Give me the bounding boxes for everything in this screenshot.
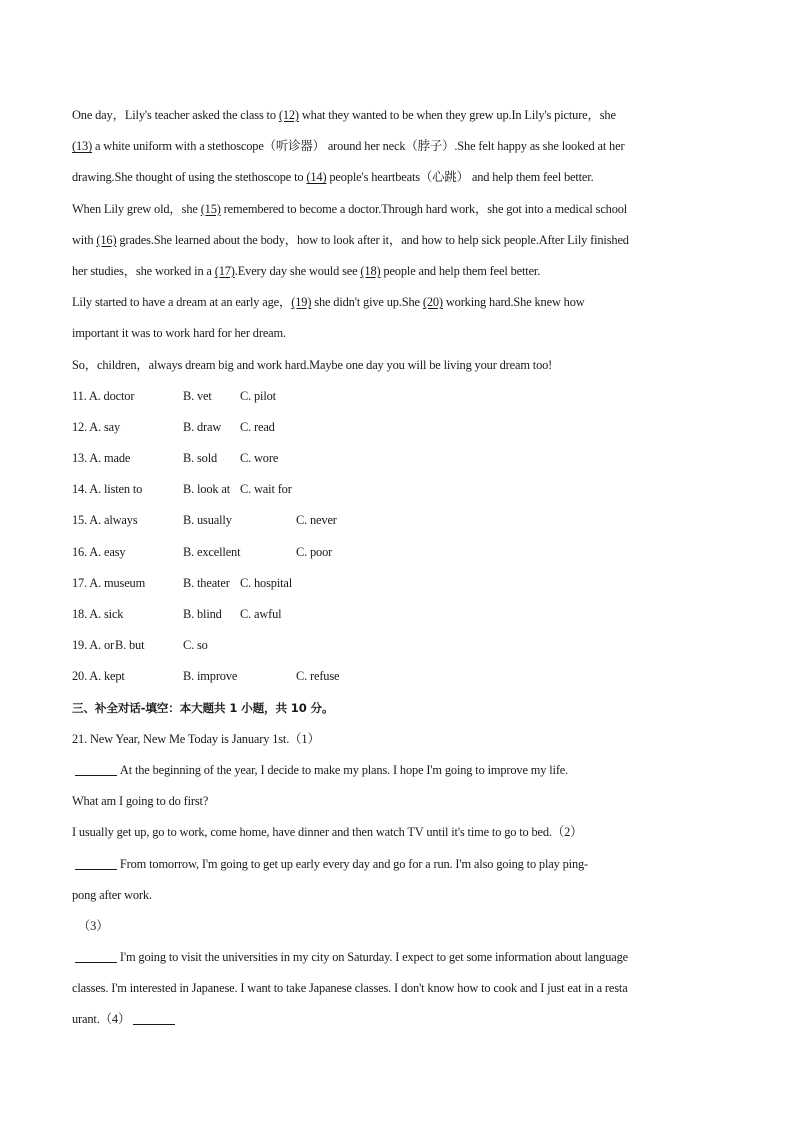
dialogue-line-7: （3） [77,918,109,933]
option-c: C. never [296,513,337,528]
answer-blank-1[interactable] [75,761,117,776]
blank-19: (19) [291,295,312,310]
option-c: C. awful [240,607,282,621]
option-b: B. but [115,638,145,653]
option-c: C. so [183,638,208,653]
question-13-options [72,443,722,474]
option-a: 11. A. doctor [72,388,135,403]
blank-17: (17) [214,263,235,278]
passage-line-4: When Lily grew old，she (15) remembered to become a doctor.Through hard work，she got into a medical school [72,201,628,216]
option-c: C. wore [240,451,279,466]
dialogue-line-6: pong after work. [72,887,152,902]
blank-14: (14) [306,170,327,185]
dialogue-line-4: I usually get up, go to work, come home, have dinner and then watch TV until it's time to go to bed.（2） [72,825,583,840]
option-a: 13. A. made [72,451,131,466]
option-b: B. sold [183,451,218,466]
question-17-options [72,568,722,599]
question-18-options [72,599,722,630]
passage-line-7: Lily started to have a dream at an early age，(19) she didn't give up.She (20) working hard.She knew how [72,295,585,310]
option-a: 15. A. always [72,513,138,528]
option-c: C. read [240,419,275,434]
dialogue-line-5: From tomorrow, I'm going to get up early every day and go for a run. I'm also going to play ping- [72,849,722,880]
answer-blank-2[interactable] [75,855,117,870]
dialogue-line-3: What am I going to do first? [72,794,209,809]
document-content [72,100,722,1036]
option-a: 14. A. listen to [72,482,143,497]
answer-blank-3[interactable] [75,948,117,963]
option-a: 12. A. say [72,419,121,434]
section-3-heading: 三、补全对话-填空：本大题共 1 小题，共 10 分。 [72,700,334,715]
answer-blank-4[interactable] [133,1010,175,1025]
question-15-options [72,505,722,536]
option-a: 18. A. sick [72,607,124,621]
option-b: B. vet [183,388,212,403]
blank-12: (12) [278,108,299,122]
question-12-options [72,412,722,443]
question-14-options [72,474,722,505]
option-a: 16. A. easy [72,544,126,559]
passage-line-8: important it was to work hard for her dream. [72,326,286,341]
option-b: B. excellent [183,544,241,559]
question-19-options [72,630,722,661]
option-c: C. wait for [240,482,292,497]
dialogue-line-8: I'm going to visit the universities in my city on Saturday. I expect to get some information about language [72,942,722,973]
option-a: 17. A. museum [72,575,146,590]
dialogue-line-1: 21. New Year, New Me Today is January 1st.（1） [72,731,320,746]
blank-18: (18) [360,263,381,278]
option-a: 20. A. kept [72,669,125,684]
blank-16: (16) [96,232,117,247]
option-b: B. improve [183,669,238,684]
option-b: B. draw [183,419,222,434]
blank-15: (15) [200,201,221,216]
question-11-options [72,381,722,412]
option-b: B. theater [183,575,230,590]
option-c: C. hospital [240,575,293,590]
blank-13: (13) [72,139,93,154]
dialogue-line-10: urant.（4） [72,1004,722,1035]
passage-line-5: with (16) grades.She learned about the body，how to look after it，and how to help sick people.After Lily finished [72,232,629,247]
option-b: B. blind [183,607,222,621]
passage-line-2: (13) a white uniform with a stethoscope（听诊器） around her neck（脖子）.She felt happy as she looked at her [72,139,625,154]
question-20-options [72,661,722,692]
option-c: C. refuse [296,669,340,684]
dialogue-line-9: classes. I'm interested in Japanese. I want to take Japanese classes. I don't know how to cook and I just eat in a resta [72,981,628,996]
blank-20: (20) [422,295,443,310]
passage-line-3: drawing.She thought of using the stethoscope to (14) people's heartbeats（心跳） and help them feel better. [72,170,594,185]
passage-line-6: her studies，she worked in a (17).Every day she would see (18) people and help them feel better. [72,263,541,278]
option-b: B. look at [183,482,231,497]
option-b: B. usually [183,513,232,528]
question-16-options [72,537,722,568]
option-c: C. poor [296,544,333,559]
option-a: 19. A. or [72,638,115,653]
dialogue-line-2: At the beginning of the year, I decide to make my plans. I hope I'm going to improve my life. [72,755,722,786]
passage-line-1: One day，Lily's teacher asked the class to (12) what they wanted to be when they grew up.In Lily's picture，she [72,108,616,122]
passage-line-9: So，children，always dream big and work hard.Maybe one day you will be living your dream too! [72,357,553,372]
option-c: C. pilot [240,388,276,403]
